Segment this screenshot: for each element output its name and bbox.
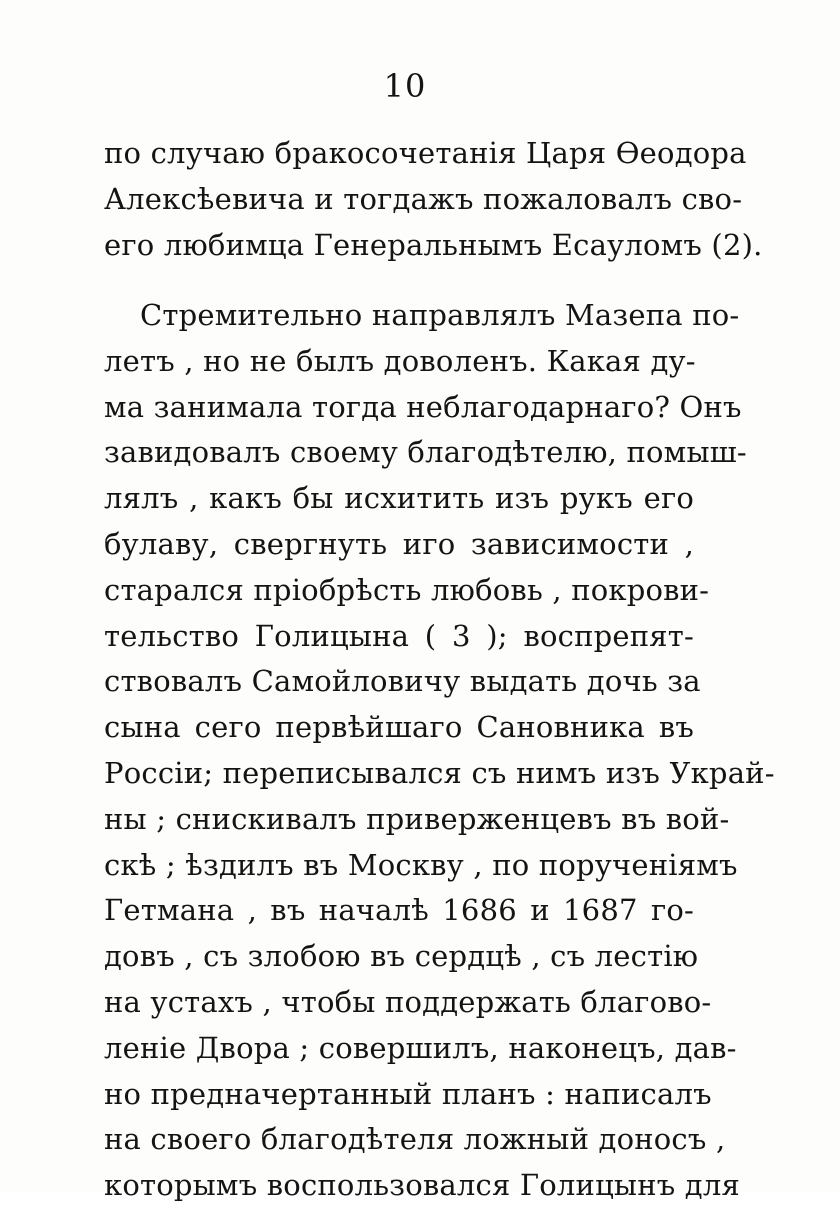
text-line: но предначертанный планъ : написалъ: [104, 1076, 712, 1111]
text-line: старался пріобрѣсть любовь , покрови-: [104, 572, 710, 607]
text-line: булаву, свергнуть иго зависимости ,: [104, 526, 694, 561]
text-line: на своего благодѣтеля ложный доносъ ,: [104, 1122, 726, 1157]
text-line: лялъ , какъ бы исхитить изъ рукъ его: [104, 481, 694, 516]
text-line: которымъ воспользовался Голицынъ для: [104, 1168, 740, 1203]
paragraph-main: [104, 293, 775, 1209]
text-line: летъ , но не былъ доволенъ. Какая ду-: [104, 343, 696, 378]
page-number: 10: [383, 67, 427, 105]
text-line: леніе Двора ; совершилъ, наконецъ, дав-: [104, 1030, 737, 1065]
text-line: сына сего первѣйшаго Сановника въ: [104, 710, 694, 745]
text-line: Стремительно направлялъ Мазепа по-: [140, 298, 740, 332]
text-line: ма занимала тогда неблагодарнаго? Онъ: [104, 389, 742, 424]
paragraph-continuation: [104, 131, 763, 268]
text-line: его любимца Генеральнымъ Есауломъ (2).: [104, 227, 763, 262]
text-line: ны ; снискивалъ приверженцевъ въ вой-: [104, 801, 730, 836]
text-line: по случаю бракосочетанія Царя Ѳеодора: [104, 136, 747, 170]
text-line: тельство Голицына ( 3 ); воспрепят-: [104, 618, 694, 653]
text-line: Алексѣевича и тогдажъ пожаловалъ сво-: [104, 181, 743, 216]
text-line: довъ , съ злобою въ сердцѣ , съ лестію: [104, 939, 699, 974]
text-line: Россіи; переписывался съ нимъ изъ Украй-: [104, 755, 775, 790]
text-line: завидовалъ своему благодѣтелю, помыш-: [104, 435, 747, 470]
text-line: на устахъ , чтобы поддержать благово-: [104, 984, 712, 1019]
text-line: ствовалъ Самойловичу выдать дочь за: [104, 664, 701, 699]
text-line: скѣ ; ѣздилъ въ Москву , по порученіямъ: [104, 847, 738, 882]
text-line: Гетмана , въ началѣ 1686 и 1687 го-: [104, 893, 694, 928]
